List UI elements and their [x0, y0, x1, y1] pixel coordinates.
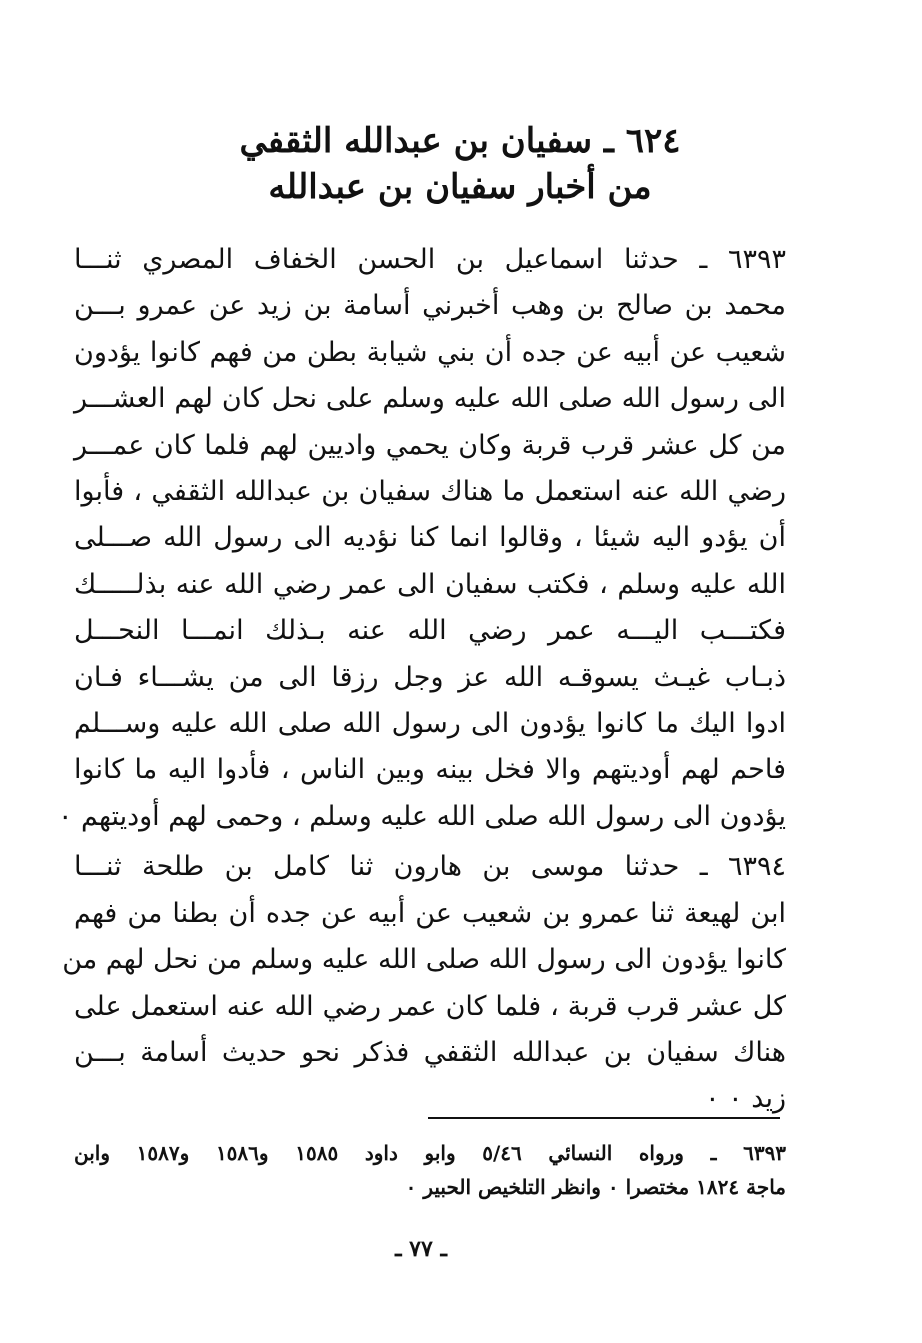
body-text — [57, 237, 786, 1123]
text-line: يؤدون الى رسول الله صلى الله عليه وسلم ، وحمى لهم أوديتهم ٠ — [57, 800, 786, 832]
text-line: فاحم لهم أوديتهم والا فخل بينه وبين الناس ، فأدوا اليه ما كانوا — [74, 754, 786, 786]
footnote — [74, 1136, 786, 1204]
text-line: أن يؤدو اليه شيئا ، وقالوا انما كنا نؤديه الى رسول الله صـــلى — [74, 522, 786, 554]
text-line: ادوا اليك ما كانوا يؤدون الى رسول الله صلى الله عليه وســـلم — [74, 708, 786, 740]
page-number: ـ ٧٧ ـ — [395, 1236, 447, 1262]
footnote-line: ٦٣٩٣ ـ ورواه النسائي ٥/٤٦ وابو داود ١٥٨٥ و١٥٨٦ و١٥٨٧ وابن — [74, 1141, 787, 1165]
text-line: ذبـاب غيـث يسوقـه الله عز وجل رزقا الى من يشـــاء فـان — [74, 661, 786, 693]
chapter-title: ٦٢٤ ـ سفيان بن عبدالله الثقفي — [239, 121, 681, 161]
text-line: هناك سفيان بن عبدالله الثقفي فذكر نحو حديث أسامة بـــن — [74, 1036, 786, 1068]
text-line: شعيب عن أبيه عن جده أن بني شيابة بطن من فهم كانوا يؤدون — [74, 336, 786, 368]
text-line: رضي الله عنه استعمل ما هناك سفيان بن عبدالله الثقفي ، فأبوا — [74, 476, 786, 508]
footnote-divider — [428, 1117, 780, 1119]
text-line: ٦٣٩٣ ـ حدثنا اسماعيل بن الحسن الخفاف المصري ثنـــا — [74, 244, 786, 275]
text-line: ابن لهيعة ثنا عمرو بن شعيب عن أبيه عن جده أن بطنا من فهم — [74, 897, 786, 929]
hadith-6394 — [62, 844, 786, 1122]
hadith-6393 — [57, 237, 786, 840]
text-line: محمد بن صالح بن وهب أخبرني أسامة بن زيد عن عمرو بـــن — [74, 290, 786, 322]
text-line: كل عشر قرب قربة ، فلما كان عمر رضي الله عنه استعمل على — [74, 990, 786, 1022]
footnote-line: ماجة ١٨٢٤ مختصرا ٠ وانظر التلخيص الحبير ٠ — [405, 1175, 786, 1199]
chapter-heading — [150, 118, 770, 210]
text-line: فكتـــب اليـــه عمر رضي الله عنه بـذلك انمـــا النحـــل — [74, 615, 786, 647]
chapter-subtitle: من أخبار سفيان بن عبدالله — [268, 167, 652, 207]
text-line: كانوا يؤدون الى رسول الله صلى الله عليه وسلم من نحل لهم من — [62, 944, 786, 976]
text-line: الى رسول الله صلى الله عليه وسلم على نحل كان لهم العشـــر — [74, 383, 786, 415]
text-line: ٦٣٩٤ ـ حدثنا موسى بن هارون ثنا كامل بن طلحة ثنـــا — [74, 851, 786, 883]
text-line: الله عليه وسلم ، فكتب سفيان الى عمر رضي الله عنه بذلـــــك — [74, 568, 786, 600]
text-line: من كل عشر قرب قربة وكان يحمي واديين لهم فلما كان عمـــر — [74, 429, 786, 461]
text-line: زيد ٠ ٠ — [705, 1083, 786, 1115]
